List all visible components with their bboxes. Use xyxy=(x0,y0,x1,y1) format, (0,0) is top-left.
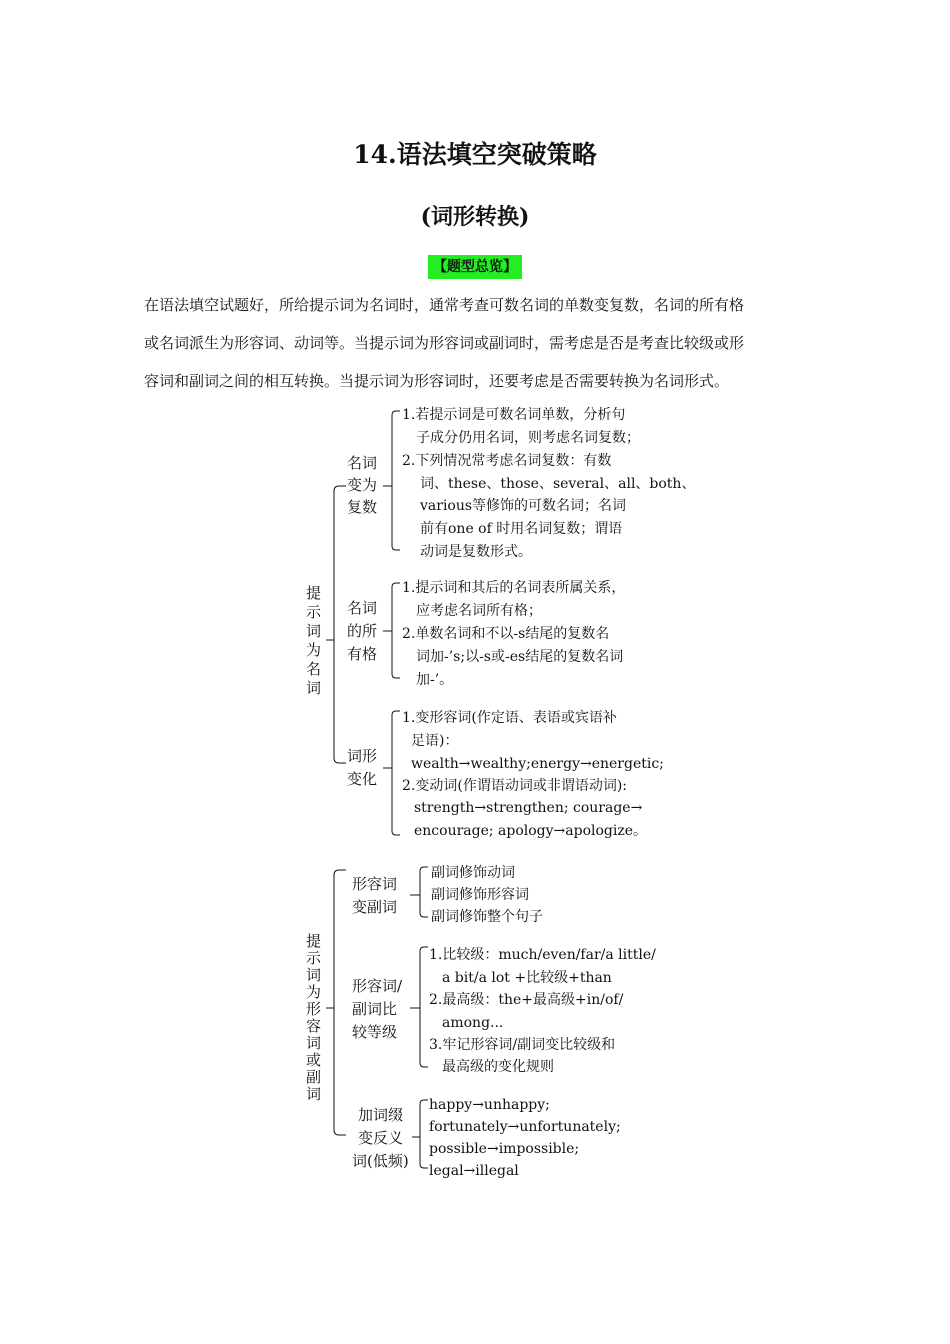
diagram1-item: 2.下列情况常考虑名词复数：有数 xyxy=(402,453,612,469)
diagram2-branch1-bracket xyxy=(410,867,428,917)
diagram1-item: 词、these、those、several、all、both、 xyxy=(420,476,696,492)
diagram-adjective-adverb xyxy=(306,864,656,1179)
diagram2-branch-label: 词(低频) xyxy=(352,1152,409,1170)
diagram1-branch-label: 名词 xyxy=(347,599,378,617)
diagram2-root-char: 词 xyxy=(306,1034,322,1052)
page-title: 14.语法填空突破策略 xyxy=(353,140,597,169)
diagram1-root-char: 提 xyxy=(306,584,322,602)
page-subtitle: (词形转换) xyxy=(420,204,530,230)
diagram2-item: 副词修饰形容词 xyxy=(431,887,529,903)
diagram1-item: 应考虑名词所有格； xyxy=(416,603,542,619)
diagram2-item: 副词修饰整个句子 xyxy=(431,909,543,925)
diagram2-item: possible→impossible; xyxy=(429,1141,580,1157)
diagram1-branch-label: 变化 xyxy=(347,770,378,788)
diagram2-branch-label: 副词比 xyxy=(352,1000,398,1018)
diagram2-root-char: 提 xyxy=(306,932,322,950)
diagram2-root-char: 形 xyxy=(306,1000,322,1018)
diagram2-item: 1.比较级：much/even/far/a little/ xyxy=(429,947,656,963)
diagram1-root-char: 名 xyxy=(306,660,322,678)
diagram2-item: legal→illegal xyxy=(429,1163,519,1179)
diagram1-branch-label: 词形 xyxy=(347,747,378,765)
diagram1-item: wealth→wealthy;energy→energetic; xyxy=(411,756,664,772)
diagram2-main-bracket xyxy=(326,870,346,1135)
diagram2-item: 2.最高级：the+最高级+in/of/ xyxy=(429,992,624,1008)
diagram2-branch-label: 形容词/ xyxy=(352,977,403,995)
diagram1-item: 动词是复数形式。 xyxy=(420,544,532,560)
diagram1-root-char: 词 xyxy=(306,679,322,697)
diagram2-branch-label: 较等级 xyxy=(352,1023,398,1041)
diagram2-root-char: 词 xyxy=(306,966,322,984)
diagram1-item: 足语)： xyxy=(411,733,459,749)
diagram2-root-char: 副 xyxy=(306,1068,322,1086)
intro-line: 或名词派生为形容词、动词等。当提示词为形容词或副词时，需考虑是否是考查比较级或形 xyxy=(144,334,745,352)
diagram2-item: 3.牢记形容词/副词变比较级和 xyxy=(429,1037,616,1053)
diagram1-item: 词加-’s;以-s或-es结尾的复数名词 xyxy=(416,649,624,665)
diagram1-item: 前有one of 时用名词复数；谓语 xyxy=(420,521,623,537)
intro-line: 在语法填空试题好，所给提示词为名词时，通常考查可数名词的单数变复数，名词的所有格 xyxy=(144,296,745,314)
diagram1-branch3-bracket xyxy=(383,711,400,835)
diagram1-root-char: 词 xyxy=(306,622,322,640)
diagram1-item: 2.单数名词和不以-s结尾的复数名 xyxy=(402,626,610,642)
diagram1-item: 1.若提示词是可数名词单数，分析句 xyxy=(402,407,626,423)
diagram1-branch1-bracket xyxy=(383,411,400,550)
diagram2-root-char: 为 xyxy=(306,983,322,1001)
diagram1-root-char: 示 xyxy=(306,603,322,621)
diagram2-branch-label: 加词缀 xyxy=(358,1106,404,1124)
diagram2-branch-label: 变副词 xyxy=(352,898,398,916)
diagram2-item: 最高级的变化规则 xyxy=(442,1059,554,1075)
diagram2-root-char: 示 xyxy=(306,949,322,967)
diagram2-item: happy→unhappy; xyxy=(429,1097,550,1113)
diagram2-root-char: 或 xyxy=(306,1051,322,1069)
diagram2-root-char: 容 xyxy=(306,1017,322,1035)
diagram1-root-char: 为 xyxy=(306,641,322,659)
diagram2-branch-label: 变反义 xyxy=(358,1129,404,1147)
diagram2-item: 副词修饰动词 xyxy=(431,865,515,881)
intro-line: 容词和副词之间的相互转换。当提示词为形容词时，还要考虑是否需要转换为名词形式。 xyxy=(144,372,730,390)
diagram1-item: strength→strengthen; courage→ xyxy=(414,800,643,816)
diagram1-branch-label: 有格 xyxy=(347,645,378,663)
diagram2-branch3-bracket xyxy=(412,1100,428,1168)
diagram2-branch-label: 形容词 xyxy=(352,875,398,893)
diagram1-item: encourage; apology→apologize。 xyxy=(414,823,648,839)
diagram1-item: 加-’。 xyxy=(416,672,454,688)
diagram1-branch-label: 名词 xyxy=(347,454,378,472)
diagram1-branch-label: 复数 xyxy=(347,498,378,516)
diagram1-branch2-bracket xyxy=(383,583,400,678)
diagram1-item: 2.变动词(作谓语动词或非谓语动词): xyxy=(402,778,627,794)
diagram-noun xyxy=(306,406,695,839)
diagram1-branch-label: 变为 xyxy=(347,476,378,494)
diagram2-item: fortunately→unfortunately; xyxy=(429,1119,621,1135)
diagram1-item: 1.提示词和其后的名词表所属关系， xyxy=(402,580,626,596)
diagram1-branch-label: 的所 xyxy=(347,622,378,640)
diagram2-item: a bit/a lot +比较级+than xyxy=(442,970,612,986)
diagram1-item: various等修饰的可数名词；名词 xyxy=(420,498,627,514)
diagram2-branch2-bracket xyxy=(410,947,428,1067)
diagram2-root-char: 词 xyxy=(306,1085,322,1103)
diagram1-item: 子成分仍用名词，则考虑名词复数； xyxy=(416,430,640,446)
diagram2-item: among... xyxy=(442,1015,504,1031)
overview-label: 【题型总览】 xyxy=(428,255,522,279)
diagram1-item: 1.变形容词(作定语、表语或宾语补 xyxy=(402,710,617,726)
diagram1-main-bracket xyxy=(326,486,346,763)
